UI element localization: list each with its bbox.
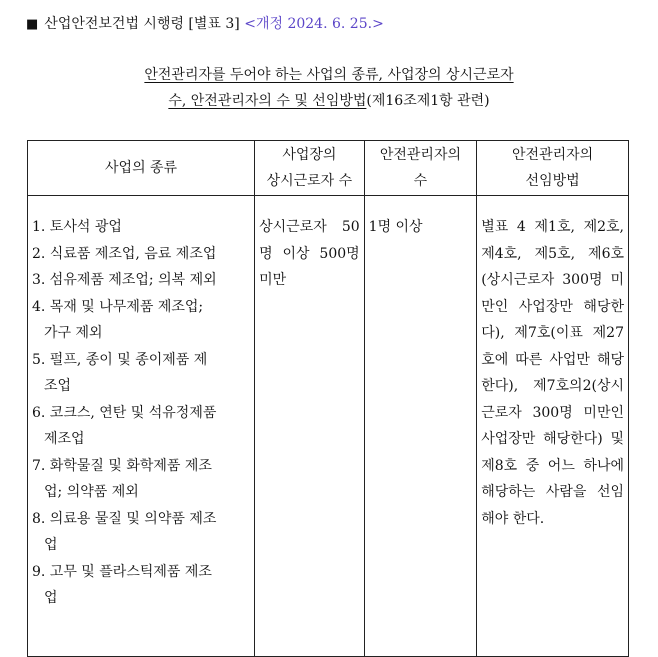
count-cell — [364, 196, 477, 657]
safety-manager-table — [27, 140, 629, 657]
header-method-line2: 선임방법 — [525, 173, 580, 189]
kind-cell — [28, 196, 255, 657]
list-item — [32, 214, 250, 241]
method-text: 별표 4 제1호, 제2호, 제4호, 제5호, 제6호(상시근로자 300명 미만인 사업장만 해당한다), 제7호(이표 제27호에 따른 사업만 해당한다), 제7호의2(상시근로자 300명 미만인 사업장만 해당한다) 및 제8호 중 어느 하나에 해당하는 사람을 선임해야 한다. — [481, 219, 624, 527]
list-item-continuation: 업; 의약품 제외 — [44, 484, 139, 500]
list-item-continuation: 업 — [44, 537, 58, 553]
list-item — [32, 559, 250, 612]
count-text: 1명 이상 — [368, 219, 423, 235]
header-title: 산업안전보건법 시행령 [별표 3] — [44, 16, 240, 32]
table-header-row — [28, 141, 629, 196]
method-cell — [477, 196, 629, 657]
title-reference: (제16조제1항 관련) — [366, 93, 490, 109]
list-item-text: 1. 토사석 광업 — [32, 219, 122, 235]
header-count-line2: 수 — [413, 173, 428, 189]
amendment-date: <개정 2024. 6. 25.> — [244, 16, 384, 32]
document-title-line-1 — [0, 62, 658, 88]
list-item — [32, 241, 250, 268]
list-item — [32, 294, 250, 347]
list-item-text: 2. 식료품 제조업, 음료 제조업 — [32, 245, 217, 262]
list-item — [32, 506, 250, 559]
header-workers — [255, 141, 365, 196]
kind-list — [28, 196, 254, 612]
list-item-text: 8. 의료용 물질 및 의약품 제조 — [32, 510, 217, 527]
table-row — [28, 196, 629, 657]
header-method — [477, 141, 629, 196]
list-item — [32, 453, 250, 506]
list-item — [32, 267, 250, 294]
title-text-2: 수, 안전관리자의 수 및 선임방법 — [168, 93, 367, 109]
square-bullet-icon: ■ — [26, 17, 39, 32]
header-workers-line1: 사업장의 — [282, 147, 337, 163]
header-workers-line2: 상시근로자 수 — [266, 173, 353, 189]
list-item-continuation: 가구 제외 — [44, 325, 103, 341]
list-item-continuation: 조업 — [44, 378, 72, 394]
workers-text: 상시근로자 50명 이상 500명 미만 — [259, 219, 360, 288]
header-count-line1: 안전관리자의 — [379, 147, 461, 163]
list-item-text: 7. 화학물질 및 화학제품 제조 — [32, 457, 212, 474]
list-item-continuation: 제조업 — [44, 431, 85, 447]
list-item-text: 6. 코크스, 연탄 및 석유정제품 — [32, 404, 217, 421]
header-method-line1: 안전관리자의 — [512, 147, 594, 163]
list-item-text: 4. 목재 및 나무제품 제조업; — [32, 298, 204, 315]
header-kind — [28, 141, 255, 196]
list-item — [32, 400, 250, 453]
header-kind-text: 사업의 종류 — [105, 160, 178, 176]
document-header — [26, 14, 384, 35]
title-text-1: 안전관리자를 두어야 하는 사업의 종류, 사업장의 상시근로자 — [144, 67, 514, 83]
list-item — [32, 347, 250, 400]
list-item-text: 9. 고무 및 플라스틱제품 제조 — [32, 563, 212, 580]
list-item-text: 5. 펄프, 종이 및 종이제품 제 — [32, 351, 208, 368]
list-item-continuation: 업 — [44, 590, 58, 606]
workers-cell — [255, 196, 365, 657]
list-item-text: 3. 섬유제품 제조업; 의복 제외 — [32, 272, 217, 288]
header-count — [364, 141, 477, 196]
document-title-line-2 — [0, 88, 658, 114]
